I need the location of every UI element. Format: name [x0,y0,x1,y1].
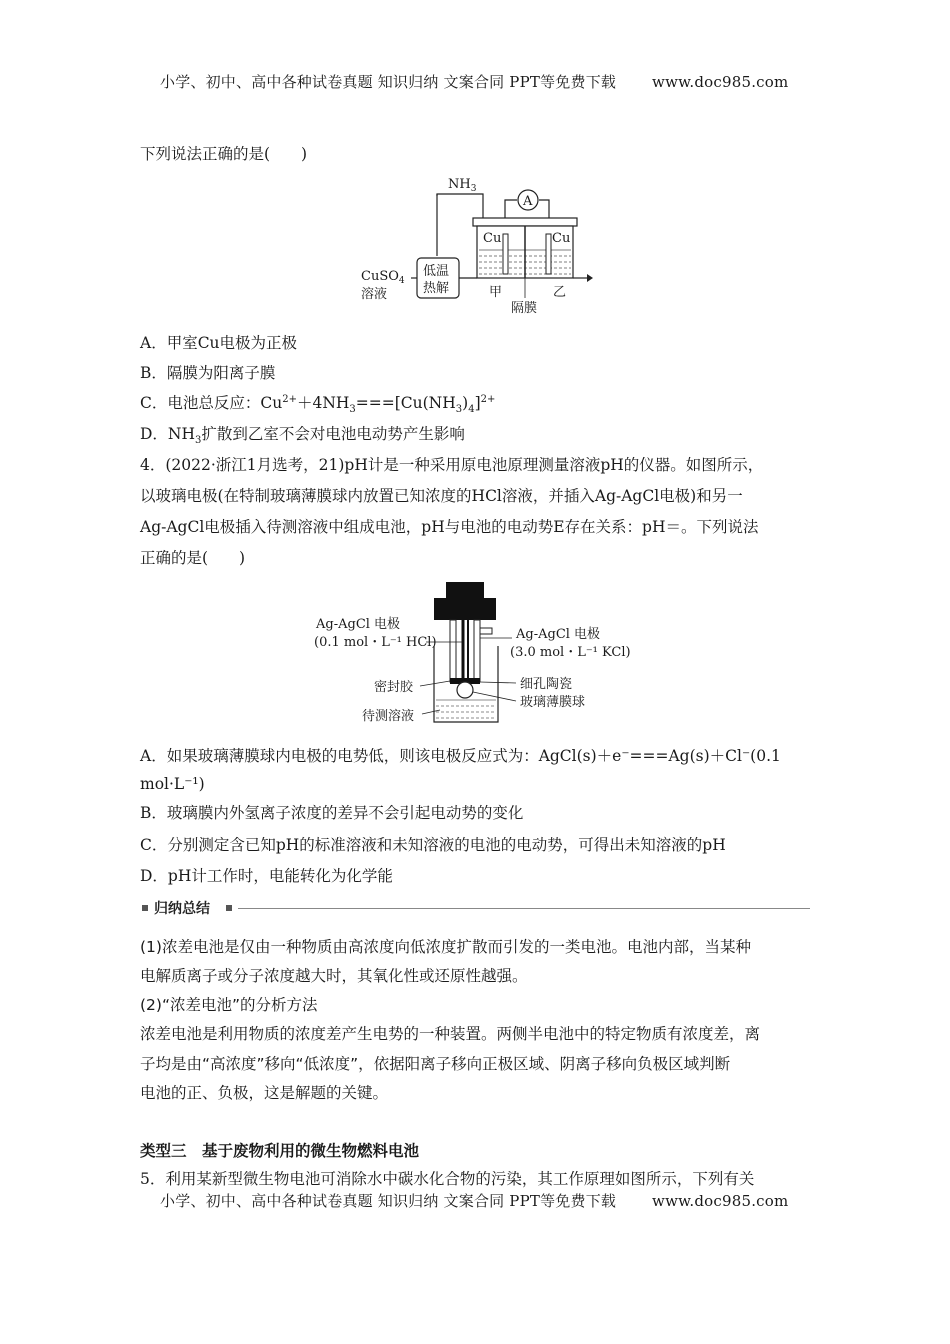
q4-option-a-line2: mol·L⁻¹) [140,775,205,793]
cu-electrode-left [503,234,508,274]
porous-ceramic-label: 细孔陶瓷 [520,677,573,692]
ph-electrode-figure [310,576,640,732]
q3-stem: 下列说法正确的是( ) [140,145,308,163]
cuso4-label: CuSO$_4$ [361,269,405,286]
summary-header [140,898,810,918]
q3-option-c: C．电池总反应：$Cu^{2+}+4NH_3===[Cu(NH_3)_4]^{2+}$ [140,393,496,416]
solution-label: 溶液 [361,287,388,302]
test-solution-fill [436,700,496,718]
summary-p2-title: (2)“浓差电池”的分析方法 [140,996,318,1014]
box-line2: 热解 [423,281,450,296]
right-electrode-conc: (3.0 mol・L⁻¹ KCl) [510,645,631,660]
chamber-yi-label: 乙 [553,285,567,300]
seal-label: 密封胶 [374,680,414,695]
summary-p2-line3: 电池的正、负极，这是解题的关键。 [140,1084,389,1102]
type3-title: 类型三 基于废物利用的微生物燃料电池 [140,1142,420,1160]
q4-stem-line1: 4．(2022·浙江1月选考，21)pH计是一种采用原电池原理测量溶液pH的仪器。如图所示， [140,456,764,474]
cu-electrode-right [546,234,551,274]
q3-option-d: D．$NH_3$扩散到乙室不会对电池电动势产生影响 [140,425,465,447]
electrode-cap-top [446,582,484,600]
q3-option-b: B．隔膜为阳离子膜 [140,364,276,382]
fill-port [480,628,492,634]
footer-text [160,1190,788,1211]
cu-left-label: Cu [483,231,502,246]
summary-bullet-icon-2 [226,905,232,911]
header-text [160,71,788,92]
electrode-cap [434,598,496,620]
porous-leader [480,682,516,683]
summary-p2-line2: 子均是由“高浓度”移向“低浓度”，依据阳离子移向正极区域、阴离子移向负极区域判断 [140,1055,731,1073]
left-electrode-title: Ag-AgCl 电极 [316,617,401,632]
q5-stem: 5．利用某新型微生物电池可消除水中碳水化合物的污染，其工作原理如图所示，下列有关 [140,1170,755,1188]
left-electrode-conc: (0.1 mol・L⁻¹ HCl) [314,635,437,650]
summary-p1-line1: (1)浓差电池是仅由一种物质由高浓度向低浓度扩散而引发的一类电池。电池内部，当某种 [140,938,751,956]
q4-stem-line3: Ag-AgCl电极插入待测溶液中组成电池，pH与电池的电动势E存在关系：pH＝。下列说法 [140,518,759,536]
header-url: www.doc985.com [652,73,789,91]
right-outlet-arrow-icon [587,274,593,282]
right-electrode-title: Ag-AgCl 电极 [516,627,601,642]
footer-url: www.doc985.com [652,1192,789,1210]
q4-option-d: D．pH计工作时，电能转化为化学能 [140,867,393,885]
footer-left: 小学、初中、高中各种试卷真题 知识归纳 文案合同 PPT等免费下载 [160,1192,617,1210]
q4-option-c: C．分别测定含已知pH的标准溶液和未知溶液的电池的电动势，可得出未知溶液的pH [140,836,726,854]
tank-lid [473,218,577,226]
header-left: 小学、初中、高中各种试卷真题 知识归纳 文案合同 PPT等免费下载 [160,73,617,91]
summary-bullet-icon [142,905,148,911]
seal-leader [420,681,450,686]
test-solution-label: 待测溶液 [362,709,415,724]
summary-title: 归纳总结 [154,901,210,917]
q4-stem-line4: 正确的是( ) [140,549,246,567]
box-line1: 低温 [423,264,450,279]
q4-option-b: B．玻璃膜内外氢离子浓度的差异不会引起电动势的变化 [140,804,524,822]
cu-concentration-cell-figure [355,170,605,320]
q4-option-a-line1: A．如果玻璃薄膜球内电极的电势低，则该电极反应式为：AgCl(s)＋e⁻===Ag(s)＋Cl⁻(0.1 [140,747,781,765]
glass-membrane-ball [457,682,473,698]
outer-shaft-right [474,620,480,682]
chamber-jia-label: 甲 [489,285,503,300]
summary-p1-line2: 电解质离子或分子浓度越大时，其氧化性或还原性越强。 [140,967,528,985]
q4-stem-line2: 以玻璃电极(在特制玻璃薄膜球内放置已知浓度的HCl溶液，并插入Ag-AgCl电极)和另一 [140,487,743,505]
q3-option-a: A．甲室Cu电极为正极 [140,334,298,352]
ammeter-label: A [523,194,533,209]
cu-right-label: Cu [552,231,571,246]
membrane-label: 隔膜 [511,301,538,316]
nh3-label: $NH_3$ [448,177,477,194]
summary-rule [238,908,810,909]
summary-p2-line1: 浓差电池是利用物质的浓度差产生电势的一种装置。两侧半电池中的特定物质有浓度差，离 [140,1025,761,1043]
outer-shaft-left [450,620,456,682]
glass-ball-label: 玻璃薄膜球 [520,695,586,710]
